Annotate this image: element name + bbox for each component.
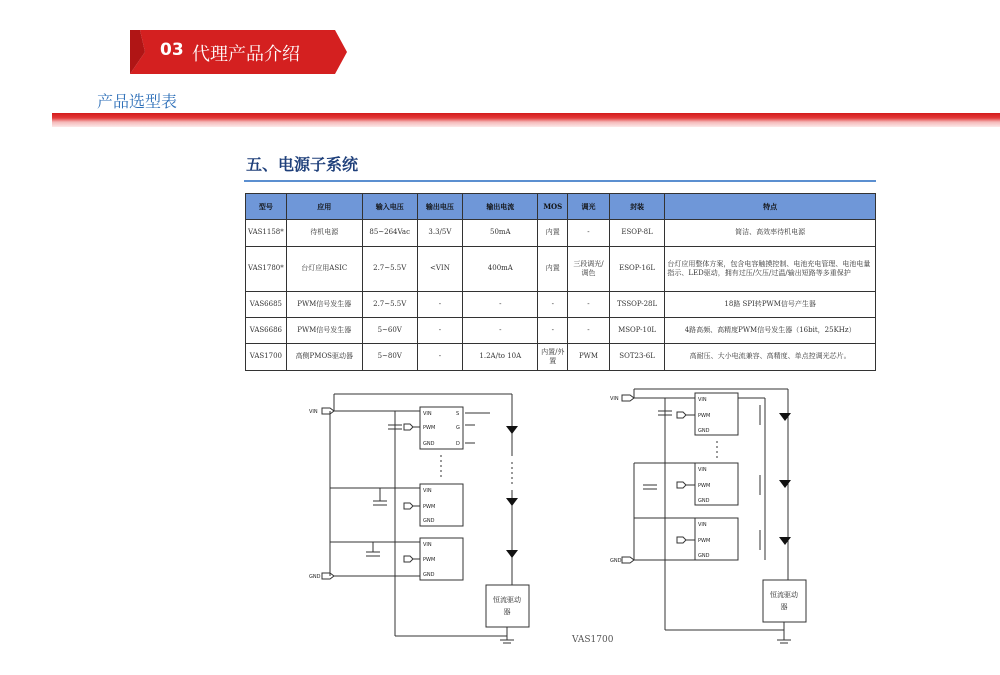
- pin-label: VIN: [423, 542, 432, 548]
- table-cell: -: [568, 220, 610, 247]
- table-cell: 台灯应用整体方案，包含电容触摸控制、电池充电管理、电池电量指示、LED驱动，拥有过压/欠压/过温/输出短路等多重保护: [665, 247, 876, 292]
- table-cell: 400mA: [463, 247, 538, 292]
- header-divider: [52, 113, 1000, 127]
- page-subtitle: 产品选型表: [97, 92, 178, 111]
- table-row: [246, 318, 876, 344]
- pin-label: D: [456, 441, 460, 447]
- table-cell: PWM信号发生器: [286, 318, 362, 344]
- table-cell: -: [463, 292, 538, 318]
- table-cell: MSOP-10L: [609, 318, 665, 344]
- table-cell: 18路 SPI转PWM信号产生器: [665, 292, 876, 318]
- table-cell: 1.2A/to 10A: [463, 344, 538, 371]
- pin-label: VIN: [423, 488, 432, 494]
- table-cell: 台灯应用ASIC: [286, 247, 362, 292]
- table-cell: -: [417, 344, 463, 371]
- pin-label: PWM: [423, 557, 436, 563]
- col-header: 调光: [568, 194, 610, 220]
- gnd-label: GND: [309, 574, 321, 580]
- table-cell: 85~264Vac: [362, 220, 417, 247]
- table-cell: -: [417, 318, 463, 344]
- vin-label: VIN: [309, 409, 318, 415]
- table-cell: -: [568, 292, 610, 318]
- table-row: [246, 247, 876, 292]
- table-cell: 50mA: [463, 220, 538, 247]
- table-cell: 2.7~5.5V: [362, 247, 417, 292]
- pin-label: PWM: [698, 413, 711, 419]
- pin-label: PWM: [698, 538, 711, 544]
- pin-label: GND: [698, 428, 710, 434]
- subsystem-rule: [244, 180, 876, 182]
- circuit-caption: VAS1700: [572, 635, 614, 645]
- table-cell: 内置/外置: [538, 344, 568, 371]
- table-cell: 3.3/5V: [417, 220, 463, 247]
- table-cell: VAS1158*: [246, 220, 287, 247]
- table-cell: PWM信号发生器: [286, 292, 362, 318]
- pin-label: GND: [423, 572, 435, 578]
- col-header: 特点: [665, 194, 876, 220]
- section-title: 代理产品介绍: [192, 44, 300, 65]
- table-row: [246, 292, 876, 318]
- col-header: 输出电流: [463, 194, 538, 220]
- col-header: 输入电压: [362, 194, 417, 220]
- table-cell: -: [568, 318, 610, 344]
- pin-label: VIN: [423, 411, 432, 417]
- table-cell: -: [538, 318, 568, 344]
- pin-label: S: [456, 411, 460, 417]
- table-cell: ESOP-8L: [609, 220, 665, 247]
- table-cell: 内置: [538, 220, 568, 247]
- vin-label: VIN: [610, 396, 619, 402]
- col-header: 输出电压: [417, 194, 463, 220]
- table-cell: 三段调光/调色: [568, 247, 610, 292]
- gnd-label: GND: [610, 558, 622, 564]
- circuit-diagram-right: [605, 385, 820, 650]
- pin-label: VIN: [698, 467, 707, 473]
- product-table: [245, 193, 876, 371]
- subsystem-title: 五、电源子系统: [246, 155, 359, 174]
- table-cell: VAS6686: [246, 318, 287, 344]
- table-row: [246, 220, 876, 247]
- table-cell: PWM: [568, 344, 610, 371]
- col-header: MOS: [538, 194, 568, 220]
- table-cell: 5~60V: [362, 318, 417, 344]
- table-cell: 5~80V: [362, 344, 417, 371]
- pin-label: G: [456, 425, 460, 431]
- table-cell: SOT23-6L: [609, 344, 665, 371]
- table-row: [246, 344, 876, 371]
- col-header: 封装: [609, 194, 665, 220]
- table-cell: 内置: [538, 247, 568, 292]
- pin-label: GND: [423, 441, 435, 447]
- table-cell: <VIN: [417, 247, 463, 292]
- table-cell: VAS6685: [246, 292, 287, 318]
- table-cell: 4路高频、高精度PWM信号发生器（16bit，25KHz）: [665, 318, 876, 344]
- table-header-row: [246, 194, 876, 220]
- circuit-diagram-left: [300, 390, 540, 650]
- col-header: 型号: [246, 194, 287, 220]
- pin-label: VIN: [698, 522, 707, 528]
- table-cell: VAS1780*: [246, 247, 287, 292]
- table-cell: 高耐压、大小电流兼容、高精度、单点控调光芯片。: [665, 344, 876, 371]
- table-cell: -: [417, 292, 463, 318]
- table-cell: VAS1700: [246, 344, 287, 371]
- col-header: 应用: [286, 194, 362, 220]
- section-banner: [130, 30, 347, 74]
- driver-label: 恒流驱动: [770, 591, 798, 599]
- table-cell: 简洁、高效率待机电源: [665, 220, 876, 247]
- pin-label: GND: [698, 553, 710, 559]
- driver-label: 器: [503, 608, 511, 616]
- table-cell: 高侧PMOS驱动器: [286, 344, 362, 371]
- pin-label: PWM: [423, 504, 436, 510]
- table-cell: 待机电源: [286, 220, 362, 247]
- table-cell: 2.7~5.5V: [362, 292, 417, 318]
- driver-label: 器: [780, 603, 788, 611]
- pin-label: PWM: [423, 425, 436, 431]
- driver-label: 恒流驱动: [493, 596, 521, 604]
- pin-label: GND: [698, 498, 710, 504]
- table-cell: -: [538, 292, 568, 318]
- pin-label: PWM: [698, 483, 711, 489]
- pin-label: GND: [423, 518, 435, 524]
- table-cell: TSSOP-28L: [609, 292, 665, 318]
- section-number: 03: [160, 40, 184, 60]
- pin-label: VIN: [698, 397, 707, 403]
- table-cell: ESOP-16L: [609, 247, 665, 292]
- table-cell: -: [463, 318, 538, 344]
